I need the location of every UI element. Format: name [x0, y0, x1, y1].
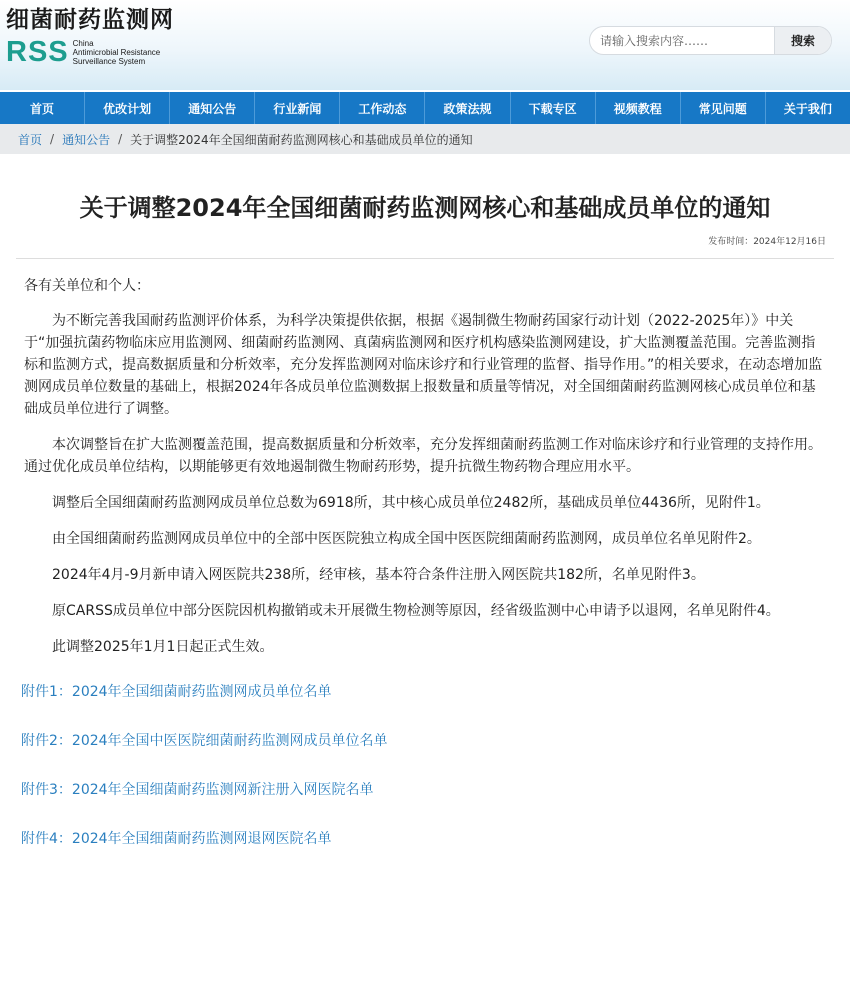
article-title: 关于调整2024年全国细菌耐药监测网核心和基础成员单位的通知	[79, 194, 771, 222]
nav-item-industry-news[interactable]: 行业新闻	[255, 92, 340, 124]
breadcrumb-separator: /	[50, 132, 55, 146]
nav-item-faq[interactable]: 常见问题	[681, 92, 766, 124]
breadcrumb-section[interactable]: 通知公告	[62, 132, 111, 147]
logo-en-line-2: Antimicrobial Resistance	[72, 47, 161, 57]
salutation: 各有关单位和个人：	[24, 278, 150, 294]
search-input[interactable]	[600, 27, 770, 54]
attachment-link-2[interactable]: 附件2：2024年全国中医医院细菌耐药监测网成员单位名单	[21, 733, 388, 749]
article-body	[0, 275, 850, 850]
breadcrumb-separator: /	[118, 132, 123, 146]
attachment-link-3[interactable]: 附件3：2024年全国细菌耐药监测网新注册入网医院名单	[21, 782, 374, 798]
attachment-link-1[interactable]: 附件1：2024年全国细菌耐药监测网成员单位名单	[21, 684, 332, 700]
nav-item-videos[interactable]: 视频教程	[596, 92, 681, 124]
nav-item-work-updates[interactable]: 工作动态	[340, 92, 425, 124]
paragraph: 此调整2025年1月1日起正式生效。	[52, 639, 274, 655]
site-header	[0, 0, 850, 90]
paragraph: 本次调整旨在扩大监测覆盖范围，提高数据质量和分析效率，充分发挥细菌耐药监测工作对临床诊疗和行业管理的支持作用。通过优化成员单位结构，以期能够更有效地遏制微生物耐药形势，提升抗微生物药物合理应用水平。	[24, 437, 822, 475]
nav-item-about[interactable]: 关于我们	[783, 101, 832, 116]
breadcrumb-current: 关于调整2024年全国细菌耐药监测网核心和基础成员单位的通知	[130, 132, 473, 147]
title-divider	[16, 258, 834, 259]
search-button[interactable]: 搜索	[774, 27, 831, 54]
logo-abbreviation: RSS	[6, 36, 69, 68]
paragraph: 为不断完善我国耐药监测评价体系，为科学决策提供依据，根据《遏制微生物耐药国家行动计划（2022-2025年）》中关于“加强抗菌药物临床应用监测网、细菌耐药监测网、真菌病监测网和医疗机构感染监测网建设，扩大监测覆盖范围。完善监测指标和监测方式，提高数据质量和分析效率，充分发挥监测网对临床诊疗和行业管理的监督、指导作用。”的相关要求，在动态增加监测网成员单位数量的基础上，根据2024年各成员单位监测数据上报数量和质量等情况，对全国细菌耐药监测网核心成员单位和基础成员单位进行了调整。	[24, 313, 823, 417]
search-box	[589, 26, 832, 55]
nav-item-plan[interactable]: 优改计划	[85, 92, 170, 124]
breadcrumb	[0, 124, 850, 154]
paragraph: 调整后全国细菌耐药监测网成员单位总数为6918所，其中核心成员单位2482所，基础成员单位4436所，见附件1。	[52, 495, 770, 511]
logo-english-name	[73, 39, 161, 66]
nav-item-notices[interactable]: 通知公告	[170, 92, 255, 124]
site-logo[interactable]	[6, 6, 174, 68]
logo-en-line-3: Surveillance System	[72, 56, 146, 66]
nav-item-policies[interactable]: 政策法规	[425, 92, 510, 124]
logo-chinese-name: 细菌耐药监测网	[6, 7, 174, 33]
breadcrumb-home[interactable]: 首页	[18, 132, 43, 147]
main-nav	[0, 92, 850, 124]
nav-item-downloads[interactable]: 下载专区	[511, 92, 596, 124]
publish-date: 发布时间：2024年12月16日	[708, 237, 826, 247]
paragraph: 由全国细菌耐药监测网成员单位中的全部中医医院独立构成全国中医医院细菌耐药监测网，成员单位名单见附件2。	[52, 531, 761, 547]
paragraph: 原CARSS成员单位中部分医院因机构撤销或未开展微生物检测等原因，经省级监测中心申请予以退网，名单见附件4。	[52, 603, 780, 619]
logo-en-line-1: China	[72, 38, 94, 48]
attachment-link-4[interactable]: 附件4：2024年全国细菌耐药监测网退网医院名单	[21, 831, 332, 847]
nav-item-home[interactable]: 首页	[0, 92, 85, 124]
paragraph: 2024年4月-9月新申请入网医院共238所，经审核，基本符合条件注册入网医院共182所，名单见附件3。	[52, 567, 705, 583]
